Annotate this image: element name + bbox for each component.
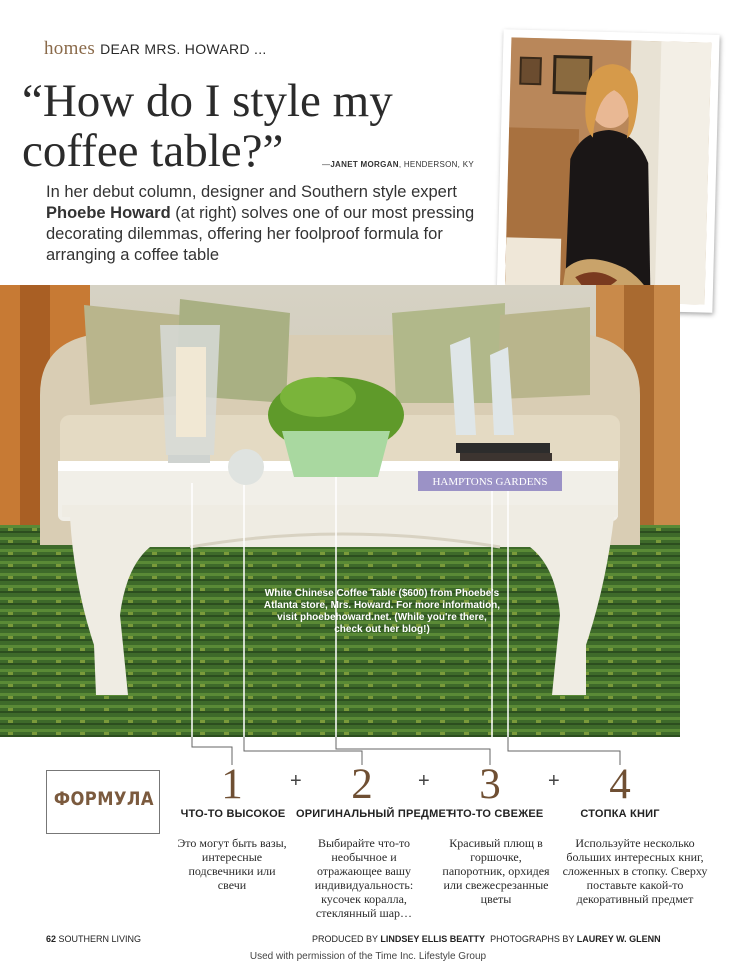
page-number: 62 bbox=[46, 934, 57, 944]
room-illustration bbox=[0, 285, 680, 737]
dek-text-2: (at right) solves one of our most pressing decorating dilemmas, offering her foolproof formula for arranging a coffee table bbox=[46, 204, 475, 264]
column-kicker bbox=[44, 38, 267, 60]
page-folio bbox=[46, 934, 141, 944]
dek-text-1: In her debut column, designer and Southern style expert bbox=[46, 183, 457, 201]
reader-place: , HENDERSON, KY bbox=[398, 160, 474, 169]
dek-paragraph bbox=[46, 182, 496, 266]
designer-name: Phoebe Howard bbox=[46, 204, 171, 222]
headline-line-1: “How do I style my bbox=[22, 75, 393, 127]
column-name: DEAR MRS. HOWARD ... bbox=[100, 41, 267, 57]
permission-note: Used with permission of the Time Inc. Lifestyle Group bbox=[249, 951, 487, 962]
step-desc-4: Используйте несколько больших интересных книг, сложенных в стопку. Сверху поставьте какой-то декоративный предмет bbox=[562, 836, 708, 906]
photographer-name: LAUREY W. GLENN bbox=[576, 934, 661, 944]
headline-line-2: coffee table?” bbox=[22, 125, 284, 177]
portrait-photo bbox=[505, 37, 712, 304]
magazine-name: SOUTHERN LIVING bbox=[58, 934, 142, 944]
photo-caption: White Chinese Coffee Table ($600) from Phoebe's Atlanta store, Mrs. Howard. For more information, visit phoebehoward.net. (While you're there, check out her blog!) bbox=[263, 588, 501, 635]
step-title-2: ОРИГИНАЛЬНЫЙ ПРЕДМЕТ bbox=[296, 808, 453, 820]
step-number-2: 2 bbox=[351, 761, 373, 808]
step-title-4: СТОПКА КНИГ bbox=[580, 808, 660, 820]
designer-portrait bbox=[496, 29, 719, 313]
coffee-table-photo bbox=[0, 285, 680, 737]
produced-label: PRODUCED BY bbox=[312, 934, 381, 944]
step-title-1: ЧТО-ТО ВЫСОКОЕ bbox=[180, 808, 286, 820]
section-name: homes bbox=[44, 38, 96, 59]
plus-sign-2: + bbox=[418, 770, 430, 792]
step-desc-1: Это могут быть вазы, интересные подсвечники или свечи bbox=[177, 836, 287, 892]
step-number-4: 4 bbox=[609, 761, 631, 808]
portrait-illustration bbox=[505, 37, 712, 304]
reader-name: JANET MORGAN bbox=[330, 160, 399, 169]
credits bbox=[312, 934, 661, 944]
attribution-dash: — bbox=[322, 160, 331, 169]
plus-sign-3: + bbox=[548, 770, 560, 792]
reader-attribution bbox=[322, 160, 474, 169]
step-title-3: ЧТО-ТО СВЕЖЕЕ bbox=[448, 808, 544, 820]
step-desc-3: Красивый плющ в горшочке, папоротник, орхидея или свежесрезанные цветы bbox=[442, 836, 550, 906]
step-number-3: 3 bbox=[479, 761, 501, 808]
plus-sign-1: + bbox=[290, 770, 302, 792]
step-number-1: 1 bbox=[221, 761, 243, 808]
producer-name: LINDSEY ELLIS BEATTY bbox=[380, 934, 486, 944]
step-desc-2: Выбирайте что-то необычное и отражающее вашу индивидуальность: кусочек коралла, стеклянный шар… bbox=[314, 836, 414, 920]
formula-label: ФОРМУЛА bbox=[53, 788, 155, 810]
photos-label: PHOTOGRAPHS BY bbox=[490, 934, 577, 944]
book-title: HAMPTONS GARDENS bbox=[432, 476, 548, 488]
